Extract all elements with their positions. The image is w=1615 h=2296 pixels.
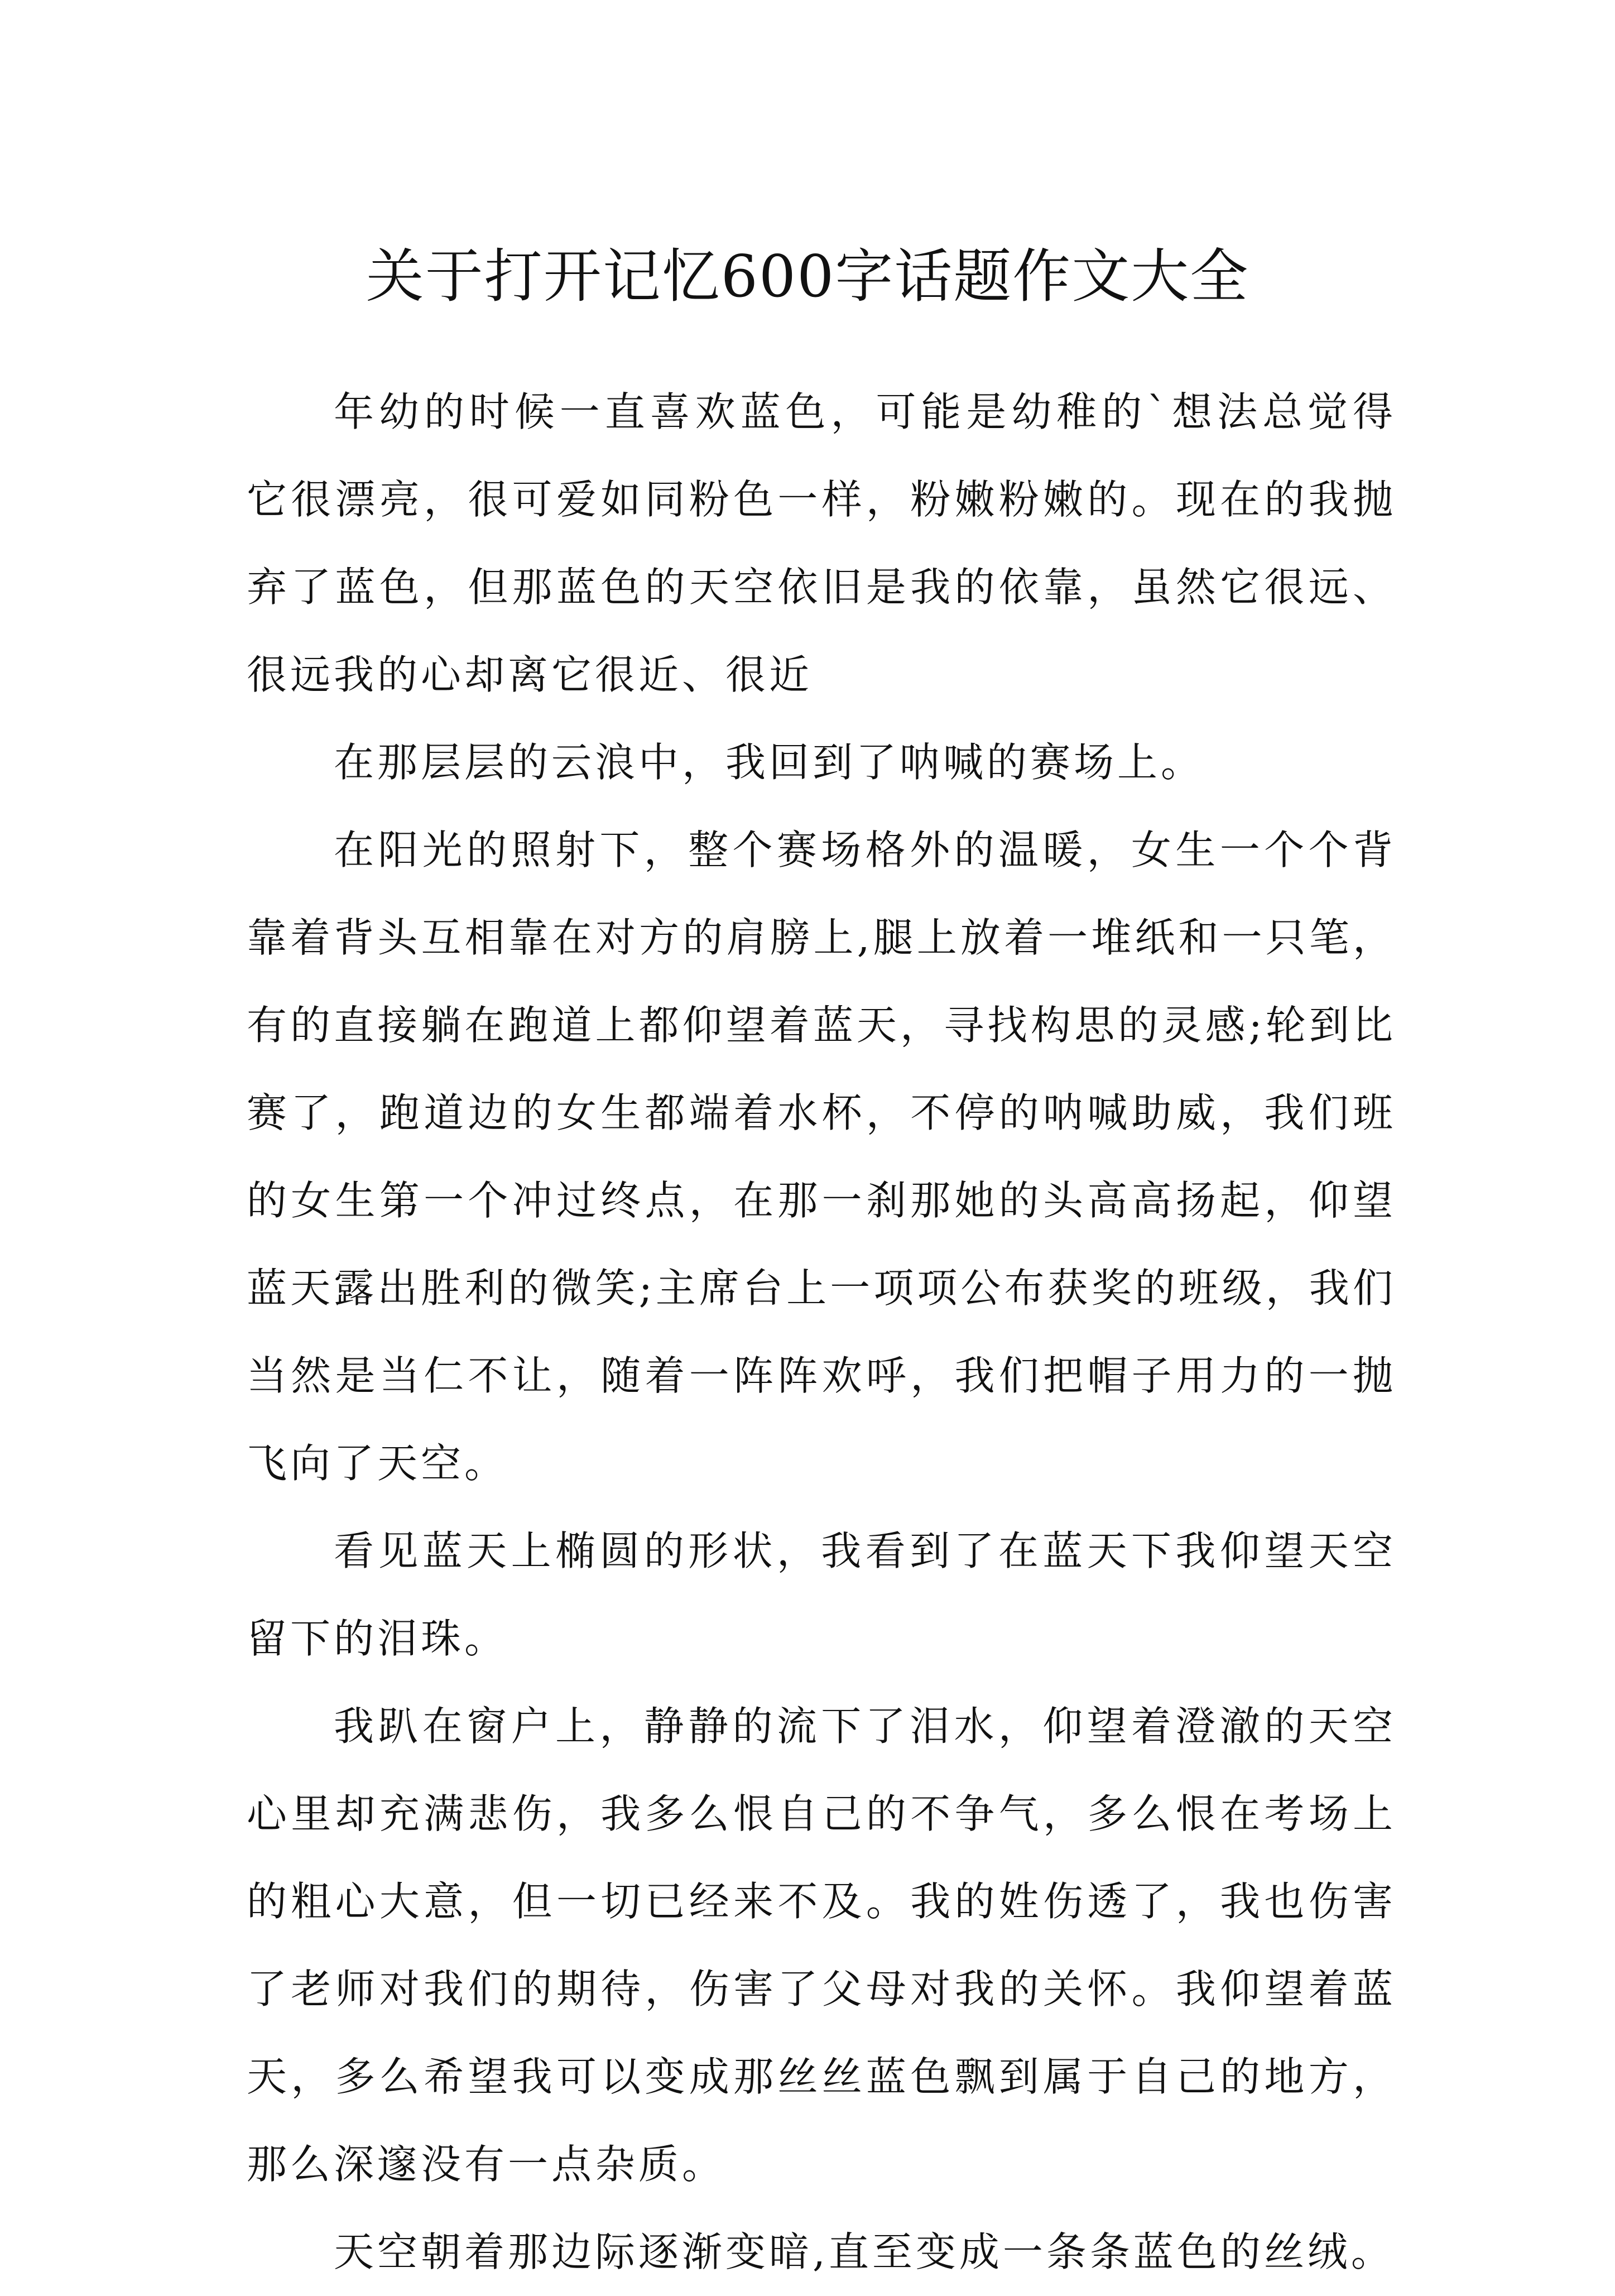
paragraph-4: 看见蓝天上椭圆的形状，我看到了在蓝天下我仰望天空留下的泪珠。 [247,1528,1396,1662]
document-title: 关于打开记忆600字话题作文大全 [366,242,1249,310]
paragraph-5: 我趴在窗户上，静静的流下了泪水，仰望着澄澈的天空心里却充满悲伤，我多么恨自己的不争气，多么恨在考场上的粗心大意，但一切已经来不及。我的姓伤透了，我也伤害了老师对我们的期待，伤害了父母对我的关怀。我仰望着蓝天，多么希望我可以变成那丝丝蓝色飘到属于自己的地方，那么深邃没有一点杂质。 [247,1703,1396,2188]
paragraph-2: 在那层层的云浪中，我回到了呐喊的赛场上。 [334,739,1205,786]
paragraph-3: 在阳光的照射下，整个赛场格外的温暖，女生一个个背靠着背头互相靠在对方的肩膀上,腿上放着一堆纸和一只笔，有的直接躺在跑道上都仰望着蓝天，寻找构思的灵感;轮到比赛了，跑道边的女生都端着水杯，不停的呐喊助威，我们班的女生第一个冲过终点，在那一刹那她的头高高扬起，仰望蓝天露出胜利的微笑;主席台上一项项公布获奖的班级，我们当然是当仁不让，随着一阵阵欢呼，我们把帽子用力的一抛飞向了天空。 [247,827,1396,1487]
document-body [247,368,1396,2296]
paragraph-6: 天空朝着那边际逐渐变暗,直至变成一条条蓝色的丝绒。 [334,2228,1395,2275]
paragraph-1: 年幼的时候一直喜欢蓝色，可能是幼稚的`想法总觉得它很漂亮，很可爱如同粉色一样，粉嫩粉嫩的。现在的我抛弃了蓝色，但那蓝色的天空依旧是我的依靠，虽然它很远、很远我的心却离它很近、很近 [247,388,1396,698]
